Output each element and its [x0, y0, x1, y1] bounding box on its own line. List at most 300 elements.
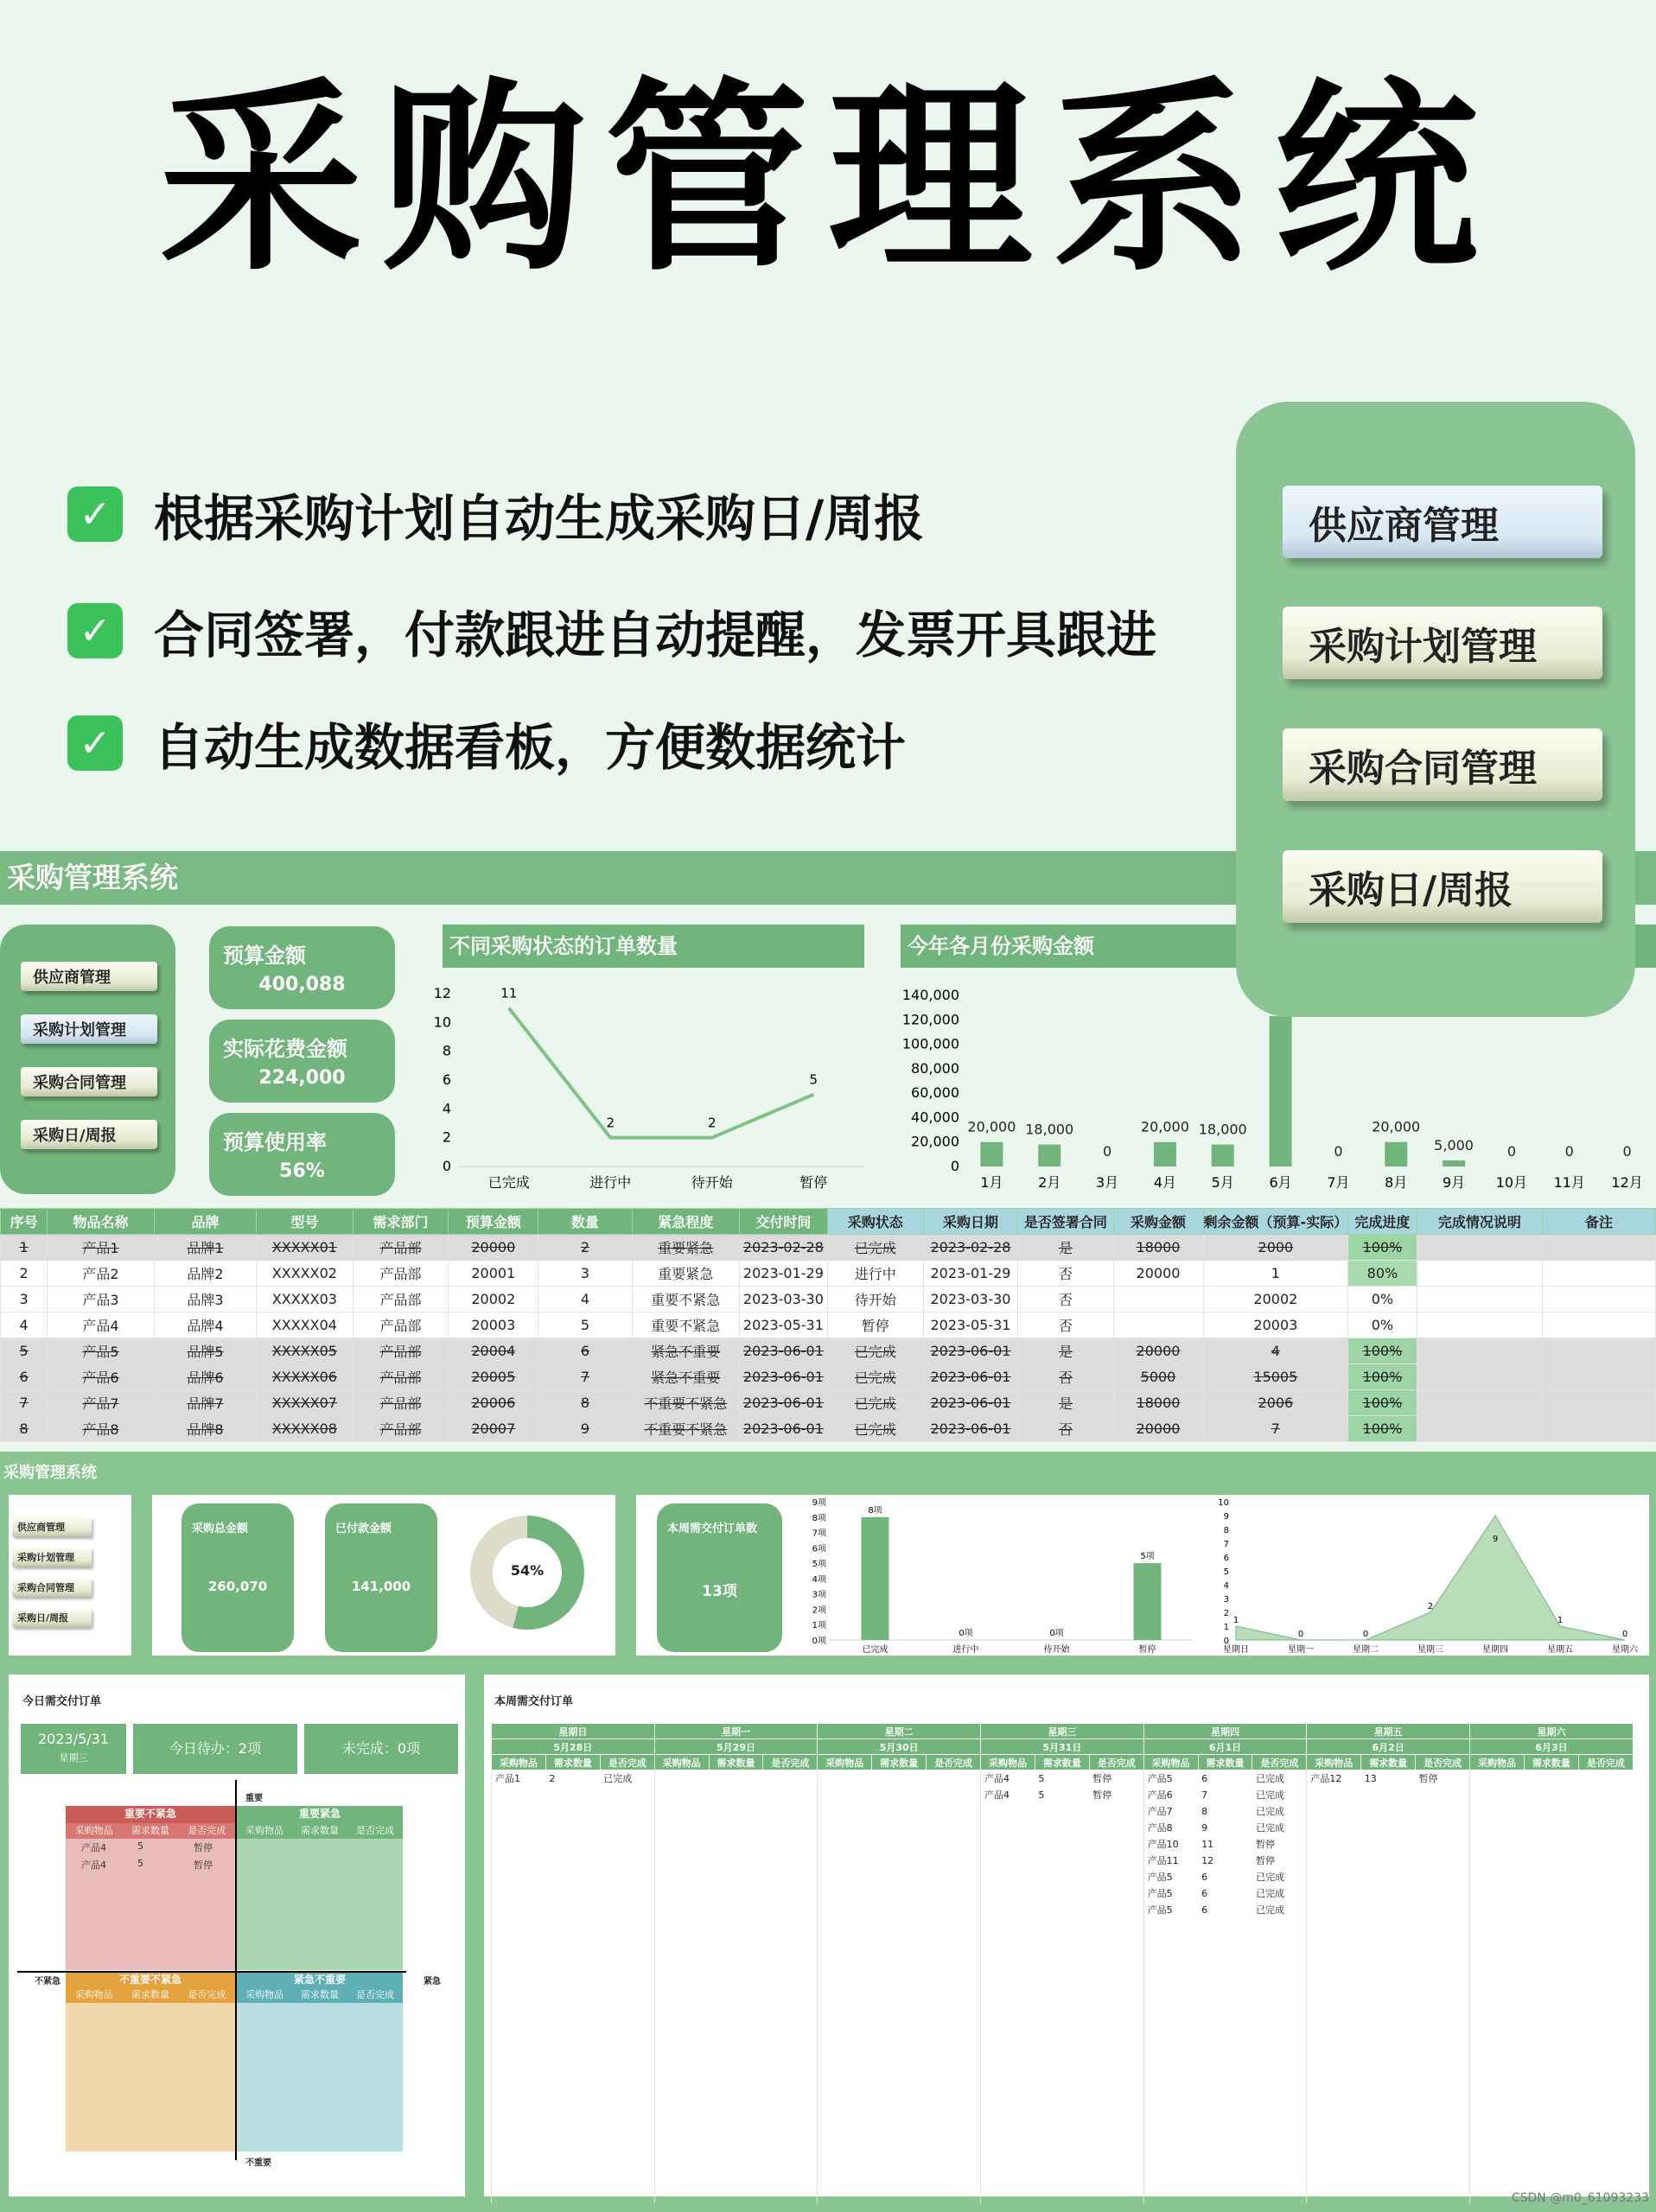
week-cell — [763, 1918, 818, 2203]
data-label: 20,000 — [1372, 1118, 1421, 1135]
hero-title: 采购管理系统 — [158, 60, 1497, 298]
week-cell — [1416, 1918, 1470, 2203]
table-cell — [1417, 1338, 1543, 1364]
y-tick-label: 0项 — [812, 1637, 826, 1646]
date-header: 5月30日 — [818, 1739, 981, 1755]
status-chart-title: 不同采购状态的订单数量 — [443, 925, 864, 968]
week-cell — [1524, 1885, 1578, 1902]
hero-report-button[interactable]: 采购日/周报 — [1283, 850, 1602, 923]
bar — [862, 1517, 889, 1640]
week-cell: 8 — [1201, 1805, 1208, 1817]
week-cell — [1361, 1853, 1416, 1869]
q1-header — [66, 1806, 235, 1823]
week-cell — [1307, 1885, 1361, 1902]
x-tick-label: 3月 — [1095, 1174, 1119, 1191]
y-tick-label: 12 — [433, 985, 451, 1001]
week-cell — [872, 1902, 927, 1918]
week-cell — [763, 1885, 818, 1902]
week-cell: 产品6 — [1143, 1787, 1198, 1803]
table-row[interactable] — [1, 1390, 1656, 1416]
week-cell: 产品11 — [1143, 1853, 1198, 1869]
feature-text: 根据采购计划自动生成采购日/周报 — [154, 489, 925, 548]
week-cell — [545, 1820, 600, 1836]
q-col: 采购物品 — [245, 1825, 283, 1836]
q2-title: 重要紧急 — [298, 1808, 341, 1820]
x-tick-label: 星期日 — [1223, 1645, 1249, 1655]
table-cell — [1543, 1261, 1656, 1287]
table-cell: 18000 — [1113, 1235, 1203, 1261]
table-cell: 2023-05-31 — [923, 1313, 1018, 1338]
table-cell: 否 — [1018, 1287, 1113, 1313]
week-cell — [927, 1820, 981, 1836]
week-cell — [492, 1787, 546, 1803]
data-label: 20,000 — [1140, 1118, 1189, 1135]
data-label: 5项 — [1140, 1552, 1155, 1562]
table-cell: 重要紧急 — [632, 1235, 739, 1261]
data-label: 2 — [606, 1115, 615, 1131]
table-cell: 产品部 — [353, 1416, 449, 1442]
menu-contract-button[interactable]: 采购合同管理 — [21, 1067, 157, 1096]
week-cell — [1089, 1836, 1143, 1853]
date-header: 6月1日 — [1143, 1739, 1307, 1755]
q3-subheader — [66, 1987, 235, 2003]
table-cell: 否 — [1018, 1416, 1113, 1442]
y-tick-label: 8项 — [812, 1513, 826, 1523]
paid-amount-card — [325, 1503, 437, 1652]
table-cell: 18000 — [1113, 1390, 1203, 1416]
table-cell — [1543, 1364, 1656, 1390]
table-cell: 20000 — [1113, 1338, 1203, 1364]
quadrant-cell: 5 — [137, 1858, 143, 1869]
week-cell — [1035, 1869, 1089, 1885]
area-series — [1236, 1516, 1628, 1640]
week-cell — [1089, 1853, 1143, 1869]
week-cell — [709, 1803, 763, 1820]
sub-header: 采购物品 — [492, 1755, 546, 1770]
week-cell — [1578, 1836, 1633, 1853]
total-label: 采购总金额 — [192, 1522, 249, 1535]
week-row — [492, 1885, 1634, 1902]
week-cell — [818, 1902, 872, 1918]
week-cell — [1524, 1869, 1578, 1885]
week-cell — [763, 1853, 818, 1869]
week-cell — [981, 1902, 1035, 1918]
table-cell — [1113, 1287, 1203, 1313]
data-label: 5 — [809, 1071, 818, 1088]
week-cell — [1361, 1836, 1416, 1853]
week-cell — [763, 1787, 818, 1803]
week-cell — [1470, 1803, 1525, 1820]
week-cell — [1524, 1902, 1578, 1918]
week-cell — [600, 1820, 654, 1836]
week-cell — [1470, 1869, 1525, 1885]
x-tick-label: 待开始 — [691, 1174, 733, 1191]
week-cell — [492, 1885, 546, 1902]
table-cell: 产品部 — [353, 1235, 449, 1261]
feature-text: 自动生成数据看板，方便数据统计 — [154, 718, 907, 777]
week-value: 13项 — [702, 1583, 737, 1600]
data-label: 0 — [1334, 1143, 1343, 1160]
q-col: 是否完成 — [188, 1989, 226, 2000]
y-tick-label: 40,000 — [911, 1109, 959, 1126]
x-tick-label: 星期一 — [1288, 1645, 1314, 1655]
week-cell — [709, 1853, 763, 1869]
week-cell — [763, 1803, 818, 1820]
week-cell — [492, 1853, 546, 1869]
week-cell — [492, 1836, 546, 1853]
y-tick-label: 5 — [1223, 1567, 1229, 1577]
week-cell — [709, 1918, 763, 2203]
x-tick-label: 进行中 — [589, 1174, 632, 1191]
week-cell — [1416, 1836, 1470, 1853]
table-header: 完成进度 — [1348, 1209, 1417, 1235]
table-cell: 20003 — [1203, 1313, 1348, 1338]
table-cell: 品牌1 — [154, 1235, 257, 1261]
table-row[interactable] — [1, 1416, 1656, 1442]
table-cell — [1543, 1287, 1656, 1313]
table-cell: 20000 — [1113, 1416, 1203, 1442]
week-row — [492, 1869, 1634, 1885]
day-header: 星期一 — [654, 1724, 818, 1739]
table-cell — [1543, 1390, 1656, 1416]
week-cell — [927, 1885, 981, 1902]
y-tick-label: 7 — [1223, 1540, 1229, 1549]
q3-title: 不重要不紧急 — [118, 1974, 182, 1986]
table-cell: 2006 — [1203, 1390, 1348, 1416]
week-cell — [927, 1770, 981, 1787]
week-cell: 产品5 — [1143, 1869, 1198, 1885]
table-cell: 重要不紧急 — [632, 1313, 739, 1338]
table-cell: 2023-03-30 — [740, 1287, 828, 1313]
check-icon: ✓ — [67, 715, 123, 771]
week-cell: 暂停 — [1255, 1855, 1275, 1866]
x-tick-label: 暂停 — [1138, 1645, 1156, 1655]
week-cell — [545, 1853, 600, 1869]
week-cell: 产品8 — [1143, 1820, 1198, 1836]
x-tick-label: 2月 — [1038, 1174, 1061, 1191]
y-tick-label: 10 — [1218, 1498, 1229, 1508]
table-cell: 2023-06-01 — [740, 1416, 828, 1442]
week-cell — [709, 1885, 763, 1902]
week-cell: 已完成 — [1255, 1773, 1284, 1785]
d2-menu-report-button[interactable]: 采购日/周报 — [12, 1608, 92, 1627]
paid-label: 已付款金额 — [335, 1522, 392, 1535]
table-cell — [1417, 1235, 1543, 1261]
y-tick-label: 3 — [1223, 1595, 1229, 1605]
q2-header — [237, 1806, 403, 1823]
table-cell: 产品6 — [48, 1364, 154, 1390]
table-cell: 品牌8 — [154, 1416, 257, 1442]
today-title: 今日需交付订单 — [22, 1695, 102, 1708]
week-cell — [1470, 1836, 1525, 1853]
table-cell: 100% — [1348, 1416, 1417, 1442]
week-cell — [654, 1869, 709, 1885]
y-tick-label: 120,000 — [901, 1011, 959, 1028]
week-cell — [709, 1820, 763, 1836]
table-cell: 20001 — [449, 1261, 538, 1287]
data-label: 18,000 — [1198, 1121, 1247, 1138]
week-cell — [1578, 1869, 1633, 1885]
week-cell — [545, 1902, 600, 1918]
week-cell — [1578, 1770, 1633, 1787]
y-tick-label: 6 — [442, 1071, 451, 1088]
week-cell — [1035, 1918, 1089, 2203]
hero-plan-button[interactable]: 采购计划管理 — [1283, 607, 1602, 679]
table-cell: 15005 — [1203, 1364, 1348, 1390]
week-cell — [1089, 1803, 1143, 1820]
week-cell — [1361, 1820, 1416, 1836]
week-cell — [492, 1918, 546, 2203]
table-row[interactable] — [1, 1364, 1656, 1390]
table-header: 是否签署合同 — [1018, 1209, 1113, 1235]
data-label: 0 — [1621, 1630, 1628, 1639]
hero-supplier-button[interactable]: 供应商管理 — [1283, 486, 1602, 558]
week-cell — [545, 1885, 600, 1902]
table-cell: 0% — [1348, 1313, 1417, 1338]
x-tick-label: 7月 — [1327, 1174, 1350, 1191]
menu-plan-button[interactable]: 采购计划管理 — [21, 1014, 157, 1044]
week-cell — [872, 1836, 927, 1853]
donut-label: 54% — [510, 1562, 545, 1579]
week-cell: 5 — [1038, 1789, 1045, 1801]
d2-menu-plan-button[interactable]: 采购计划管理 — [12, 1548, 92, 1567]
week-cell: 产品7 — [1143, 1803, 1198, 1820]
week-cell: 暂停 — [1092, 1789, 1112, 1801]
week-cell — [600, 1918, 654, 2203]
week-row — [492, 1770, 1634, 1787]
week-cell — [654, 1770, 709, 1787]
table-cell: 已完成 — [827, 1416, 923, 1442]
data-label: 2 — [707, 1115, 717, 1131]
week-cell — [1470, 1770, 1525, 1787]
bar — [1270, 1016, 1292, 1166]
week-cell: 产品5 — [1143, 1885, 1198, 1902]
table-cell: 紧急不重要 — [632, 1338, 739, 1364]
table-cell: 4 — [538, 1287, 632, 1313]
y-tick-label: 2 — [442, 1128, 451, 1146]
table-cell: 7 — [1203, 1416, 1348, 1442]
table-cell: 不重要不紧急 — [632, 1416, 739, 1442]
y-tick-label: 0 — [442, 1158, 451, 1174]
quadrant-cell: 产品4 — [81, 1859, 106, 1871]
table-row[interactable] — [1, 1261, 1656, 1287]
week-cell — [1470, 1787, 1525, 1803]
y-tick-label: 2项 — [812, 1605, 826, 1616]
table-cell: 2000 — [1203, 1235, 1348, 1261]
week-cell — [654, 1885, 709, 1902]
week-cell: 2 — [549, 1772, 556, 1784]
week-cell — [492, 1869, 546, 1885]
data-label: 11 — [500, 985, 518, 1001]
week-status-bar-chart — [795, 1493, 1201, 1657]
date-header: 5月28日 — [492, 1739, 655, 1755]
table-header: 采购状态 — [827, 1209, 923, 1235]
week-cell — [763, 1869, 818, 1885]
week-cell — [1470, 1885, 1525, 1902]
table-cell: 产品5 — [48, 1338, 154, 1364]
week-cell — [492, 1803, 546, 1820]
week-cell — [981, 1820, 1035, 1836]
week-cell: 12 — [1201, 1854, 1214, 1866]
week-cell — [1307, 1787, 1361, 1803]
data-label: 5,000 — [1434, 1136, 1474, 1154]
day-header: 星期三 — [981, 1724, 1144, 1739]
week-cell: 暂停 — [1092, 1773, 1112, 1785]
table-cell: 产品8 — [48, 1416, 154, 1442]
sub-header: 是否完成 — [1416, 1755, 1470, 1770]
menu-supplier-button[interactable]: 供应商管理 — [21, 962, 157, 991]
table-cell — [1543, 1338, 1656, 1364]
y-tick-label: 5项 — [812, 1560, 826, 1570]
table-cell: 20002 — [449, 1287, 538, 1313]
week-cell — [1035, 1836, 1089, 1853]
y-tick-label: 8 — [1223, 1526, 1229, 1535]
table-cell: 待开始 — [827, 1287, 923, 1313]
table-cell: 2023-02-28 — [923, 1235, 1018, 1261]
week-table — [491, 1723, 1634, 2203]
y-tick-label: 60,000 — [911, 1084, 959, 1102]
watermark: CSDN @m0_61093233 — [1511, 2191, 1649, 2205]
table-cell: 2023-06-01 — [923, 1416, 1018, 1442]
table-cell: XXXXX05 — [257, 1338, 353, 1364]
table-cell: 7 — [1, 1390, 48, 1416]
week-cell — [1578, 1918, 1633, 2203]
week-cell — [1307, 1869, 1361, 1885]
table-cell: 进行中 — [827, 1261, 923, 1287]
x-tick-label: 已完成 — [862, 1645, 889, 1655]
menu-report-button[interactable]: 采购日/周报 — [21, 1120, 157, 1149]
week-cell: 已完成 — [1255, 1888, 1284, 1899]
week-cell: 已完成 — [1255, 1806, 1284, 1817]
week-cell — [654, 1803, 709, 1820]
week-cell — [1035, 1853, 1089, 1869]
table-row[interactable] — [1, 1287, 1656, 1313]
table-cell: 产品部 — [353, 1364, 449, 1390]
q-col: 需求数量 — [301, 1825, 339, 1836]
table-cell — [1113, 1313, 1203, 1338]
week-cell — [1416, 1853, 1470, 1869]
hero-contract-button[interactable]: 采购合同管理 — [1283, 728, 1602, 801]
week-cell — [1524, 1820, 1578, 1836]
table-row[interactable] — [1, 1235, 1656, 1261]
table-header: 物品名称 — [48, 1209, 154, 1235]
table-cell: 已完成 — [827, 1364, 923, 1390]
today-date: 2023/5/31 — [37, 1731, 110, 1747]
sub-header: 需求数量 — [545, 1755, 600, 1770]
week-cell — [1307, 1836, 1361, 1853]
week-orders-card — [657, 1503, 782, 1652]
table-cell: 品牌5 — [154, 1338, 257, 1364]
week-cell — [654, 1836, 709, 1853]
week-cell: 6 — [1201, 1871, 1208, 1883]
y-tick-label: 0 — [1223, 1637, 1229, 1646]
day-header: 星期五 — [1307, 1724, 1470, 1739]
week-cell — [1578, 1820, 1633, 1836]
q-col: 需求数量 — [131, 1825, 169, 1836]
table-cell: 2023-02-28 — [740, 1235, 828, 1261]
bar — [1385, 1142, 1407, 1166]
week-label: 本周需交付订单数 — [667, 1522, 758, 1535]
week-cell — [981, 1803, 1035, 1820]
week-cell — [1416, 1803, 1470, 1820]
week-cell — [1035, 1803, 1089, 1820]
purchase-table-wrap — [0, 1208, 1656, 1438]
x-tick-label: 4月 — [1153, 1174, 1177, 1191]
axis-not-important-label: 不重要 — [245, 2158, 271, 2168]
table-row[interactable] — [1, 1313, 1656, 1338]
d2-menu-contract-button[interactable]: 采购合同管理 — [12, 1578, 92, 1597]
x-tick-label: 星期二 — [1353, 1645, 1379, 1655]
data-label: 0 — [1622, 1143, 1632, 1160]
week-cell — [1361, 1918, 1416, 2203]
week-cell — [1524, 1853, 1578, 1869]
week-cell — [872, 1853, 927, 1869]
data-label: 18,000 — [1025, 1121, 1074, 1138]
table-header: 采购金额 — [1113, 1209, 1203, 1235]
table-cell: 8 — [1, 1416, 48, 1442]
x-tick-label: 9月 — [1442, 1174, 1466, 1191]
table-cell: XXXXX01 — [257, 1235, 353, 1261]
d2-sidebar — [2, 1488, 138, 1662]
table-cell: 0% — [1348, 1287, 1417, 1313]
week-cell — [654, 1853, 709, 1869]
table-cell: XXXXX07 — [257, 1390, 353, 1416]
week-cell: 产品4 — [981, 1787, 1035, 1803]
week-cell — [1470, 1902, 1525, 1918]
table-cell: 是 — [1018, 1390, 1113, 1416]
week-cell — [818, 1885, 872, 1902]
week-cell — [545, 1787, 600, 1803]
bar — [1443, 1160, 1465, 1166]
x-tick-label: 5月 — [1211, 1174, 1234, 1191]
week-cell — [709, 1787, 763, 1803]
q-col: 采购物品 — [74, 1825, 113, 1836]
y-tick-label: 1 — [1223, 1623, 1229, 1632]
table-cell: 20000 — [1113, 1261, 1203, 1287]
week-cell — [1416, 1902, 1470, 1918]
week-cell — [818, 1918, 872, 2203]
y-tick-label: 9项 — [812, 1498, 826, 1508]
sub-header: 需求数量 — [1198, 1755, 1252, 1770]
x-tick-label: 8月 — [1385, 1174, 1408, 1191]
q1-title: 重要不紧急 — [124, 1808, 176, 1820]
week-cell — [545, 1869, 600, 1885]
table-cell: 品牌2 — [154, 1261, 257, 1287]
table-row[interactable] — [1, 1338, 1656, 1364]
table-header: 型号 — [257, 1209, 353, 1235]
week-row — [492, 1902, 1634, 1918]
q-col: 采购物品 — [74, 1989, 113, 2000]
week-cell — [1089, 1902, 1143, 1918]
week-cell — [818, 1853, 872, 1869]
q1-subheader — [66, 1823, 235, 1839]
x-tick-label: 6月 — [1269, 1174, 1292, 1191]
quadrant-cell: 暂停 — [194, 1842, 213, 1853]
week-cell — [927, 1902, 981, 1918]
week-row — [492, 1820, 1634, 1836]
x-tick-label: 暂停 — [799, 1174, 828, 1191]
d2-menu-supplier-button[interactable]: 供应商管理 — [12, 1517, 92, 1536]
week-cell: 6 — [1201, 1904, 1208, 1916]
data-label: 2 — [1427, 1602, 1434, 1611]
week-cell — [1416, 1885, 1470, 1902]
week-cell: 产品1 — [492, 1770, 546, 1787]
week-cell — [600, 1803, 654, 1820]
sub-header: 是否完成 — [1089, 1755, 1143, 1770]
feature-text: 合同签署，付款跟进自动提醒，发票开具跟进 — [154, 606, 1157, 664]
y-tick-label: 4项 — [812, 1574, 826, 1585]
table-cell — [1543, 1313, 1656, 1338]
